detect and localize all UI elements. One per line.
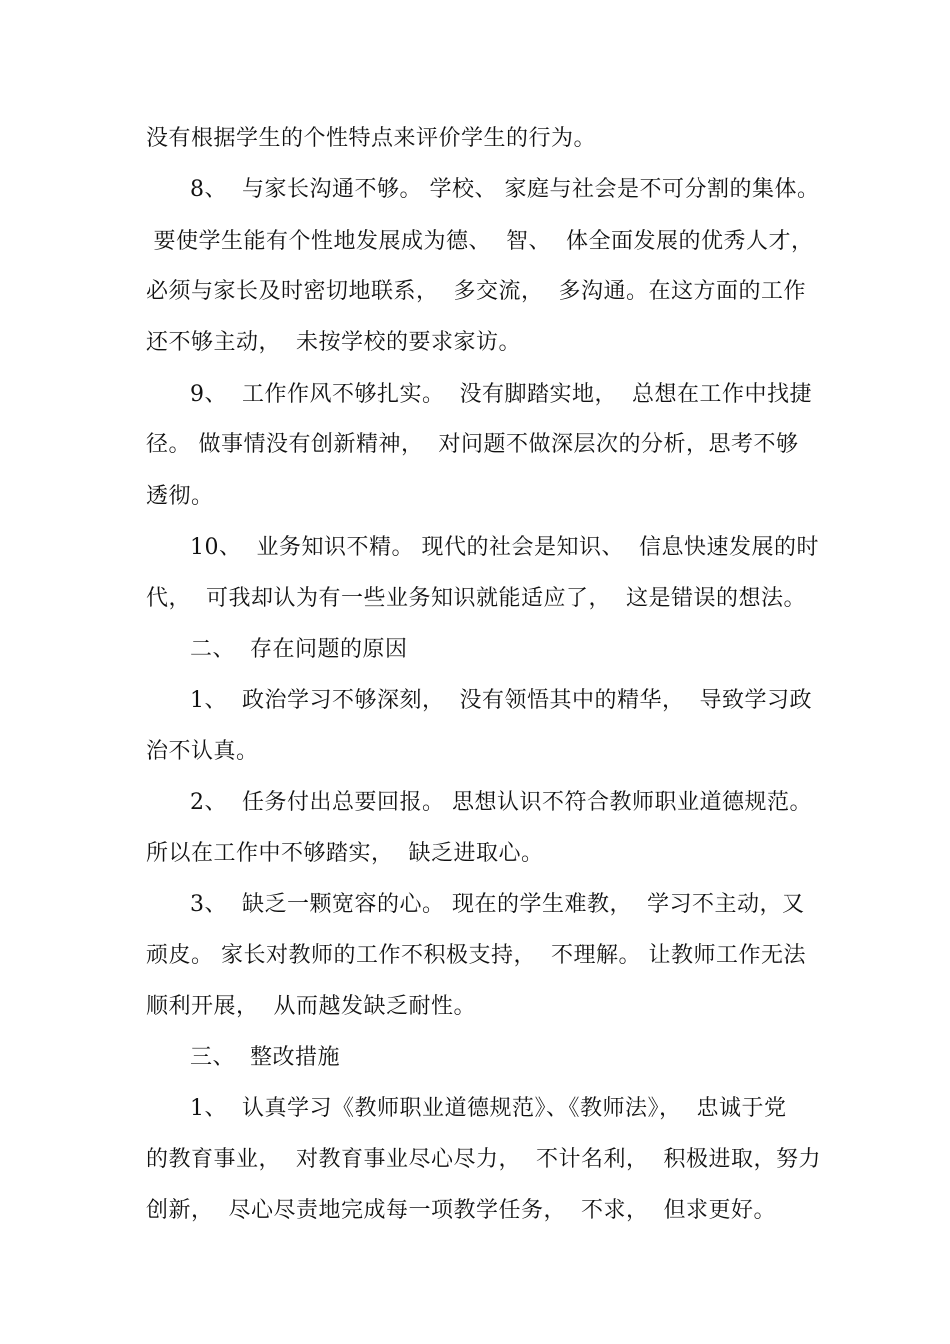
text-line: 1、 政治学习不够深刻， 没有领悟其中的精华， 导致学习政: [190, 688, 812, 713]
text-line: 必须与家长及时密切地联系， 多交流， 多沟通。在这方面的工作: [146, 279, 806, 304]
text-line: 要使学生能有个性地发展成为德、 智、 体全面发展的优秀人才，: [146, 229, 814, 254]
text-line: 顺利开展， 从而越发缺乏耐性。: [146, 994, 476, 1019]
text-line: 2、 任务付出总要回报。 思想认识不符合教师职业道德规范。: [190, 790, 812, 815]
text-line: 8、 与家长沟通不够。 学校、 家庭与社会是不可分割的集体。: [190, 177, 820, 202]
text-line: 透彻。: [146, 484, 214, 509]
text-line: 9、 工作作风不够扎实。 没有脚踏实地， 总想在工作中找捷: [190, 382, 812, 407]
text-line: 3、 缺乏一颗宽容的心。 现在的学生难教， 学习不主动，又: [190, 892, 805, 917]
text-line: 径。 做事情没有创新精神， 对问题不做深层次的分析，思考不够: [146, 432, 799, 457]
section-heading: 二、 存在问题的原因: [190, 637, 408, 662]
text-line: 创新， 尽心尽责地完成每一项教学任务， 不求， 但求更好。: [146, 1198, 776, 1223]
text-line: 治不认真。: [146, 739, 259, 764]
text-line: 所以在工作中不够踏实， 缺乏进取心。: [146, 841, 544, 866]
section-heading: 三、 整改措施: [190, 1045, 340, 1070]
text-line: 代， 可我却认为有一些业务知识就能适应了， 这是错误的想法。: [146, 586, 806, 611]
text-line: 顽皮。 家长对教师的工作不积极支持， 不理解。 让教师工作无法: [146, 943, 806, 968]
text-line: 的教育事业， 对教育事业尽心尽力， 不计名利， 积极进取，努力: [146, 1147, 821, 1172]
text-line: 没有根据学生的个性特点来评价学生的行为。: [146, 126, 597, 151]
text-line: 还不够主动， 未按学校的要求家访。: [146, 330, 521, 355]
text-line: 1、 认真学习《教师职业道德规范》、《教师法》， 忠诚于党: [190, 1096, 787, 1121]
text-line: 10、 业务知识不精。 现代的社会是知识、 信息快速发展的时: [190, 535, 819, 560]
